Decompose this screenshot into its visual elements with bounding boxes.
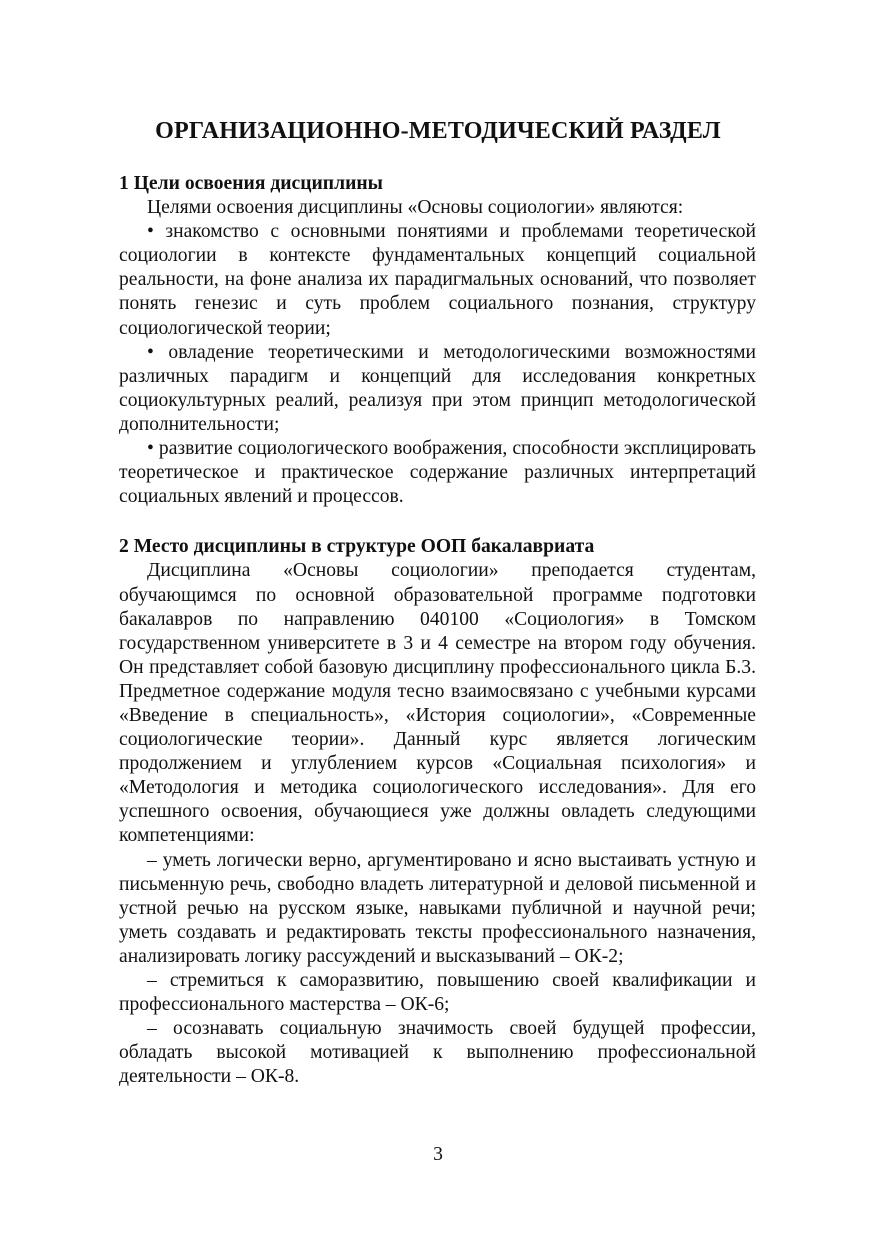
competency-ok-6: – стремиться к саморазвитию, повышению своей квалификации и профессионального мастерства – ОК-6; bbox=[119, 970, 756, 1016]
document-body bbox=[119, 172, 756, 1089]
page-number: 3 bbox=[433, 1144, 443, 1165]
page-title: ОРГАНИЗАЦИОННО-МЕТОДИЧЕСКИЙ РАЗДЕЛ bbox=[155, 118, 721, 144]
competency-ok-8: – осознавать социальную значимость своей будущей профессии, обладать высокой мотивацией к выполнению профессиональной деятельности – ОК-8. bbox=[119, 1018, 756, 1088]
section-gap bbox=[119, 509, 756, 535]
competency-ok-2: – уметь логически верно, аргументировано и ясно выстаивать устную и письменную речь, свободно владеть литературной и деловой письменной и устной речью на русском языке, навыками публичной и научной речи; уметь создавать и редактировать тексты профессионального назначения, анализировать логику рассуждений и высказываний – ОК-2; bbox=[119, 849, 756, 967]
section-1-intro: Целями освоения дисциплины «Основы социологии» являются: bbox=[147, 197, 684, 219]
goal-bullet-3: • развитие социологического воображения, способности эксплицировать теоретическое и практическое содержание различных интерпретаций социальных явлений и процессов. bbox=[119, 438, 756, 508]
section-2-heading: 2 Место дисциплины в структуре ООП бакалавриата bbox=[119, 536, 595, 558]
goal-bullet-2: • овладение теоретическими и методологическими возможностями различных парадигм и концепций для исследования конкретных социокультурных реалий, реализуя при этом принцип методологической дополнительности; bbox=[119, 341, 756, 435]
goal-bullet-1: • знакомство с основными понятиями и проблемами теоретической социологии в контексте фундаментальных концепций социальной реальности, на фоне анализа их парадигмальных оснований, что позволяет понять генезис и суть проблем социального познания, структуру социологической теории; bbox=[119, 221, 756, 339]
section-2-paragraph: Дисциплина «Основы социологии» преподается студентам, обучающимся по основной образовательной программе подготовки бакалавров по направлению 040100 «Социология» в Томском государственном университете в 3 и 4 семестре на втором году обучения. Он представляет собой базовую дисциплину профессионального цикла Б.3. Предметное содержание модуля тесно взаимосвязано с учебными курсами «Введение в специальность», «История социологии», «Современные социологические теории». Данный курс является логическим продолжением и углублением курсов «Социальная психология» и «Методология и методика социологического исследования». Для его успешного освоения, обучающиеся уже должны овладеть следующими компетенциями: bbox=[119, 560, 756, 847]
section-1-heading: 1 Цели освоения дисциплины bbox=[119, 173, 383, 194]
